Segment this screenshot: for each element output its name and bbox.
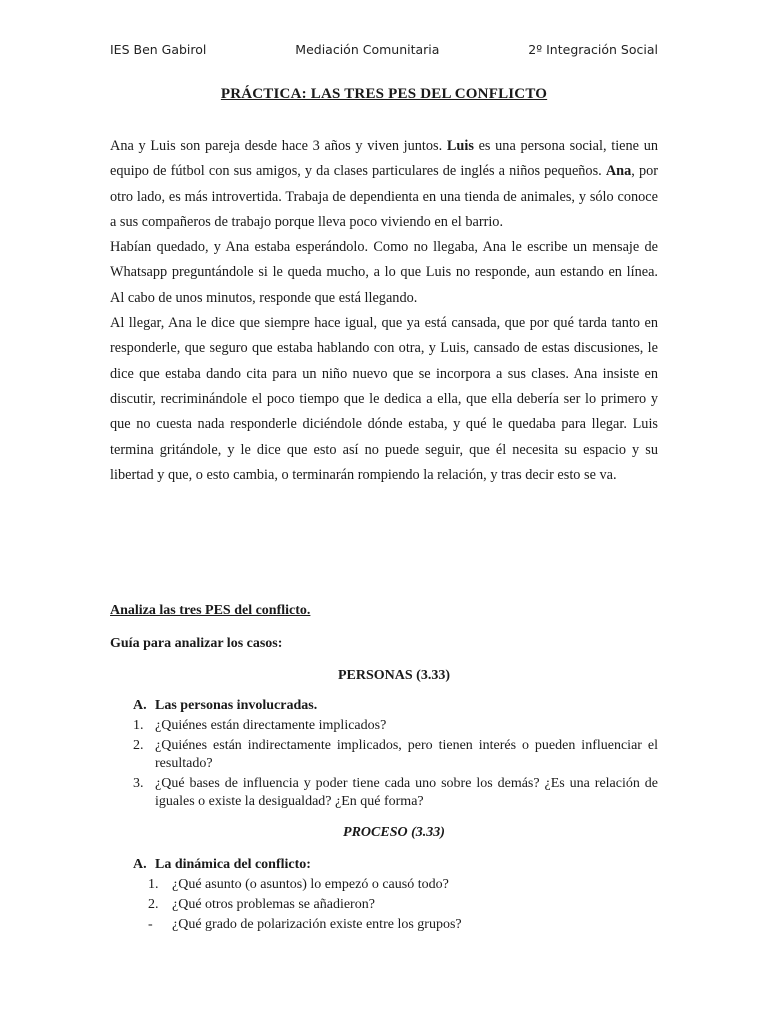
list-number: 1.: [133, 718, 144, 733]
subsection-letter: A.: [133, 698, 147, 713]
story-text: , por otro lado, es más introvertida. Trabaja de dependienta en una tienda de animales, y sólo conoce a sus compañeros de trabajo porque lleva poco viviendo en el barrio.: [110, 163, 658, 230]
header-subject: Mediación Comunitaria: [295, 42, 440, 57]
guide-heading: Guía para analizar los casos:: [110, 636, 283, 651]
list-item: [148, 916, 648, 934]
story-text: es una persona social, tiene un equipo de fútbol con sus amigos, y da clases particulares de inglés a niños pequeños.: [110, 138, 658, 180]
list-item: [148, 896, 648, 914]
list-item: [133, 717, 658, 735]
analysis-heading: Analiza las tres PES del conflicto.: [110, 603, 311, 618]
proceso-question-list: [148, 876, 648, 936]
list-text: ¿Qué bases de influencia y poder tiene cada uno sobre los demás? ¿Es una relación de iguales o existe la desigualdad? ¿En qué forma?: [155, 776, 658, 809]
subsection-text: La dinámica del conflicto:: [155, 857, 311, 872]
subsection-proceso: [133, 857, 311, 873]
story-name-ana: Ana: [605, 163, 632, 180]
story-paragraph-2: Habían quedado, y Ana estaba esperándolo. Como no llegaba, Ana le escribe un mensaje de Whatsapp preguntándole si le queda mucho, a lo que Luis no responde, aun estando en línea. Al cabo de unos minutos, responde que está llegando.: [110, 239, 658, 306]
list-number: 1.: [148, 877, 159, 892]
list-text: ¿Quiénes están indirectamente implicados, pero tienen interés o pueden influenciar el resultado?: [155, 738, 658, 771]
subsection-text: Las personas involucradas.: [155, 698, 318, 713]
story-paragraph-3: Al llegar, Ana le dice que siempre hace igual, que ya está cansada, que por qué tarda tanto en responderle, que seguro que estaba hablando con otra, y Luis, cansado de estas discusiones, le dice que estaba dando cita para un niño nuevo que se incorpora a sus clases. Ana insiste en discutir, recriminándole el poco tiempo que le dedica a ella, que ella debería ser lo primero y que no cuesta nada responderle diciéndole dónde estaba, y qué le quedaba para llegar. Luis termina gritándole, y le dice que esto así no puede seguir, que él necesita su espacio y su libertad y que, o esto cambia, o terminarán rompiendo la relación, y tras decir esto se va.: [110, 315, 658, 483]
subsection-personas: [133, 698, 317, 714]
list-number: -: [148, 917, 153, 932]
section-title-proceso: PROCESO (3.33): [343, 825, 445, 840]
list-item: [148, 876, 648, 894]
header-course: 2º Integración Social: [528, 42, 658, 57]
section-title-personas: PERSONAS (3.33): [337, 668, 450, 683]
page-header: [110, 42, 658, 57]
list-text: ¿Qué otros problemas se añadieron?: [172, 897, 375, 912]
list-number: 2.: [133, 738, 144, 753]
story-name-luis: Luis: [446, 138, 474, 154]
header-school: IES Ben Gabirol: [110, 42, 207, 57]
list-text: ¿Qué asunto (o asuntos) lo empezó o causó todo?: [172, 877, 449, 892]
list-text: ¿Quiénes están directamente implicados?: [155, 718, 387, 733]
list-number: 3.: [133, 776, 144, 791]
list-item: [133, 737, 658, 773]
story-paragraph-1: [110, 134, 658, 235]
document-title: PRÁCTICA: LAS TRES PES DEL CONFLICTO: [220, 86, 548, 102]
personas-question-list: [133, 717, 658, 813]
story-text: Ana y Luis son pareja desde hace 3 años y viven juntos.: [110, 138, 447, 154]
subsection-letter: A.: [133, 857, 147, 872]
list-number: 2.: [148, 897, 159, 912]
case-story: [110, 134, 658, 488]
list-text: ¿Qué grado de polarización existe entre los grupos?: [172, 917, 462, 932]
list-item: [133, 775, 658, 811]
